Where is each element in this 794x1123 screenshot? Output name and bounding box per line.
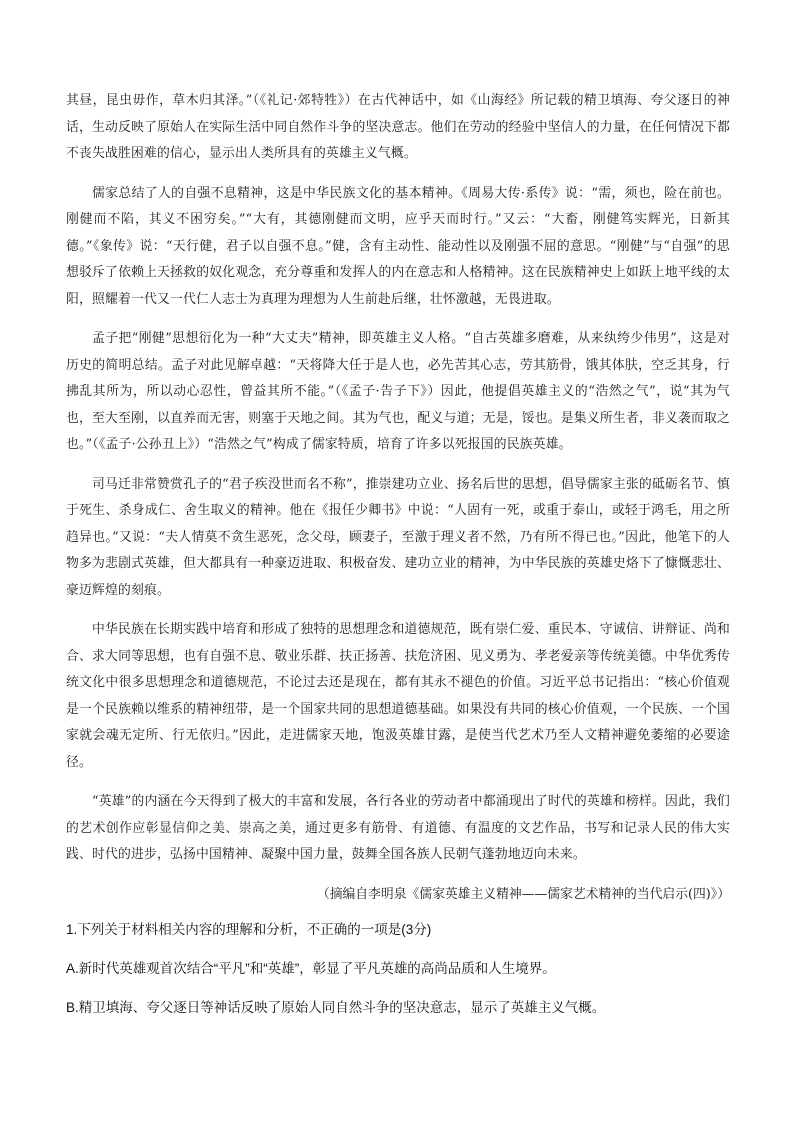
option-a: A.新时代英雄观首次结合“平凡”和“英雄”，彰显了平凡英雄的高尚品质和人生境界。 [66,960,556,976]
paragraph-1: 其昼，昆虫毋作，草木归其泽。”（《礼记·郊特牲》）在古代神话中，如《山海经》所记载的精卫填海、夸父逐日的神话，生动反映了原始人在实际生活中同自然作斗争的坚决意志。他们在劳动的经验中坚信人的力量，在任何情况下都不丧失战胜困难的信心，显示出人类所具有的英雄主义气概。 [66,93,730,161]
paragraph-2: 儒家总结了人的自强不息精神，这是中华民族文化的基本精神。《周易大传·系传》说：“需，须也，险在前也。刚健而不陷，其义不困穷矣。”“大有，其德刚健而文明，应乎天而时行。”又云：“大畜，刚健笃实辉光，日新其德。”《象传》说：“天行健，君子以自强不息。”健，含有主动性、能动性以及刚强不屈的意思。“刚健”与“自强”的思想驳斥了依赖上天拯救的奴化观念，充分尊重和发挥人的内在意志和人格精神。这在民族精神史上如跃上地平线的太阳，照耀着一代又一代仁人志士为真理为理想为人生前赴后继，壮怀激越，无畏进取。 [66,185,730,307]
paragraph-5: 中华民族在长期实践中培育和形成了独特的思想理念和道德规范，既有崇仁爱、重民本、守诚信、讲辩证、尚和合、求大同等思想，也有自强不息、敬业乐群、扶正扬善、扶危济困、见义勇为、孝老爱亲等传统美德。中华优秀传统文化中很多思想理念和道德规范，不论过去还是现在，都有其永不褪色的价值。习近平总书记指出：“核心价值观是一个民族赖以维系的精神纽带，是一个国家共同的思想道德基础。如果没有共同的核心价值观，一个民族、一个国家就会魂无定所、行无依归。”因此，走进儒家天地，饱汲英雄甘露，是使当代艺术乃至人文精神避免萎缩的必要途径。 [66,622,730,770]
paragraph-4: 司马迁非常赞赏孔子的“君子疾没世而名不称”，推崇建功立业、扬名后世的思想，倡导儒家主张的砥砺名节、慎于死生、杀身成仁、舍生取义的精神。他在《报任少卿书》中说：“人固有一死，或重于泰山，或轻于鸿毛，用之所趋异也。”又说：“夫人情莫不贪生恶死，念父母，顾妻子，至激于理义者不然，乃有所不得已也。”因此，他笔下的人物多为悲剧式英雄，但大都具有一种豪迈进取、积极奋发、建功立业的精神，为中华民族的英雄史烙下了慷慨悲壮、豪迈辉煌的刻痕。 [66,476,730,598]
question-stem: 1.下列关于材料相关内容的理解和分析，不正确的一项是(3分) [66,921,432,937]
paragraph-3: 孟子把“刚健”思想衍化为一种“大丈夫”精神，即英雄主义人格。“自古英雄多磨难，从来纨绔少伟男”，这是对历史的简明总结。孟子对此见解卓越：“天将降大任于是人也，必先苦其心志，劳其筋骨，饿其体肤，空乏其身，行拂乱其所为，所以动心忍性，曾益其所不能。”（《孟子·告子下》）因此，他提倡英雄主义的“浩然之气”，说“其为气也，至大至刚，以直养而无害，则塞于天地之间。其为气也，配义与道；无是，馁也。是集义所生者，非义袭而取之也。”（《孟子·公孙丑上》）“浩然之气”构成了儒家特质，培育了许多以死报国的民族英雄。 [66,331,730,452]
document-page [66,88,730,1033]
source-citation: （摘编自李明泉《儒家英雄主义精神——儒家艺术精神的当代启示(四)》） [316,886,730,902]
option-b: B.精卫填海、夸父逐日等神话反映了原始人同自然斗争的坚决意志，显示了英雄主义气概。 [66,999,606,1015]
paragraph-6: “英雄”的内涵在今天得到了极大的丰富和发展，各行各业的劳动者中都涌现出了时代的英雄和榜样。因此，我们的艺术创作应彰显信仰之美、崇高之美，通过更多有筋骨、有道德、有温度的文艺作品，书写和记录人民的伟大实践、时代的进步，弘扬中国精神、凝聚中国力量，鼓舞全国各族人民朝气蓬勃地迈向未来。 [66,794,730,862]
